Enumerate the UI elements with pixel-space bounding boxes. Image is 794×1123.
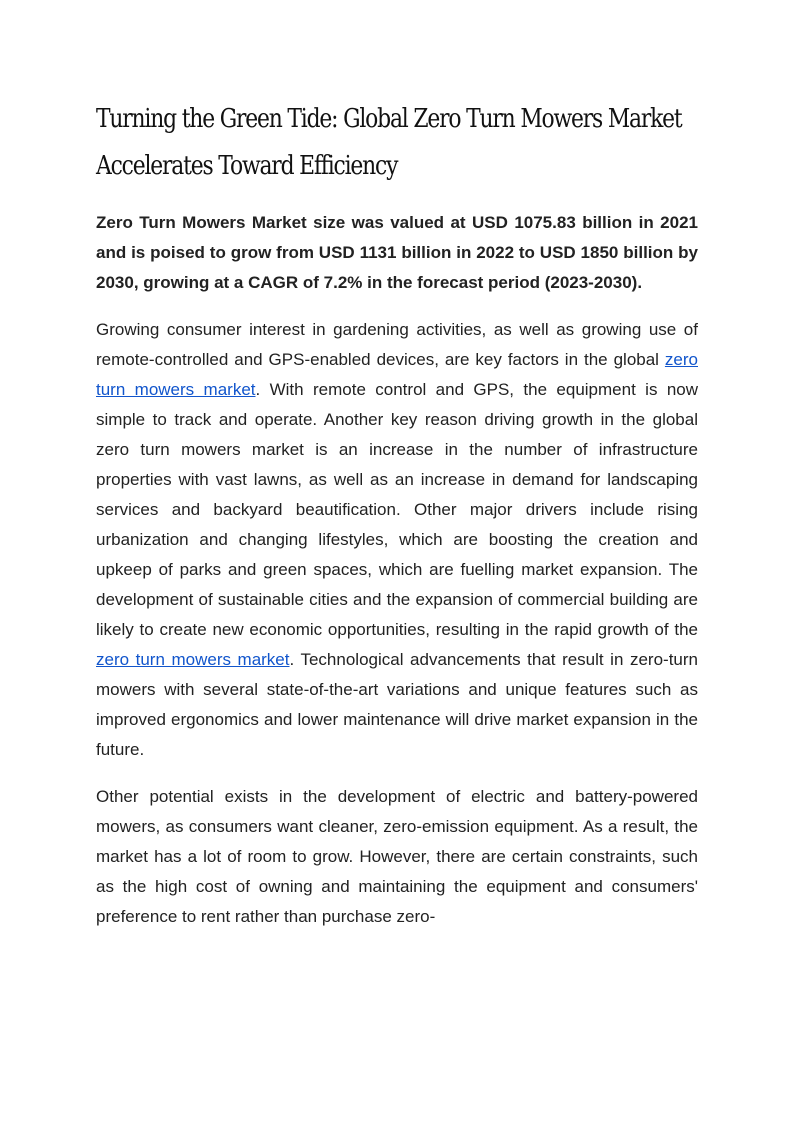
article-lead-paragraph: Zero Turn Mowers Market size was valued at USD 1075.83 billion in 2021 and is poised to grow from USD 1131 billion in 2022 to USD 1850 billion by 2030, growing at a CAGR of 7.2% in the forecast period (2023-2030). <box>96 213 698 292</box>
zero-turn-mowers-market-link-1[interactable]: zero turn mowers market <box>96 350 698 399</box>
article-title: Turning the Green Tide: Global Zero Turn Mowers Market Accelerates Toward Efficiency <box>96 104 682 181</box>
article-paragraph-1 <box>96 315 698 765</box>
document-page <box>96 96 698 949</box>
paragraph-1-text-b: . With remote control and GPS, the equipment is now simple to track and operate. Another key reason driving growth in the global zero turn mowers market is an increase in the number of infrastructure properties with vast lawns, as well as an increase in demand for landscaping services and backyard beautification. Other major drivers include rising urbanization and changing lifestyles, which are boosting the creation and upkeep of parks and green spaces, which are fuelling market expansion. The development of sustainable cities and the expansion of commercial building are likely to create new economic opportunities, resulting in the rapid growth of the <box>96 380 699 639</box>
paragraph-1-text-a: Growing consumer interest in gardening activities, as well as growing use of remote-controlled and GPS-enabled devices, are key factors in the global <box>96 320 698 369</box>
zero-turn-mowers-market-link-2[interactable]: zero turn mowers market <box>96 650 290 669</box>
paragraph-1-text-c: . Technological advancements that result in zero-turn mowers with several state-of-the-art variations and unique features such as improved ergonomics and lower maintenance will drive market expansion in the future. <box>96 650 698 759</box>
article-paragraph-2: Other potential exists in the development of electric and battery-powered mowers, as consumers want cleaner, zero-emission equipment. As a result, the market has a lot of room to grow. However, there are certain constraints, such as the high cost of owning and maintaining the equipment and consumers' preference to rent rather than purchase zero- <box>96 787 698 926</box>
